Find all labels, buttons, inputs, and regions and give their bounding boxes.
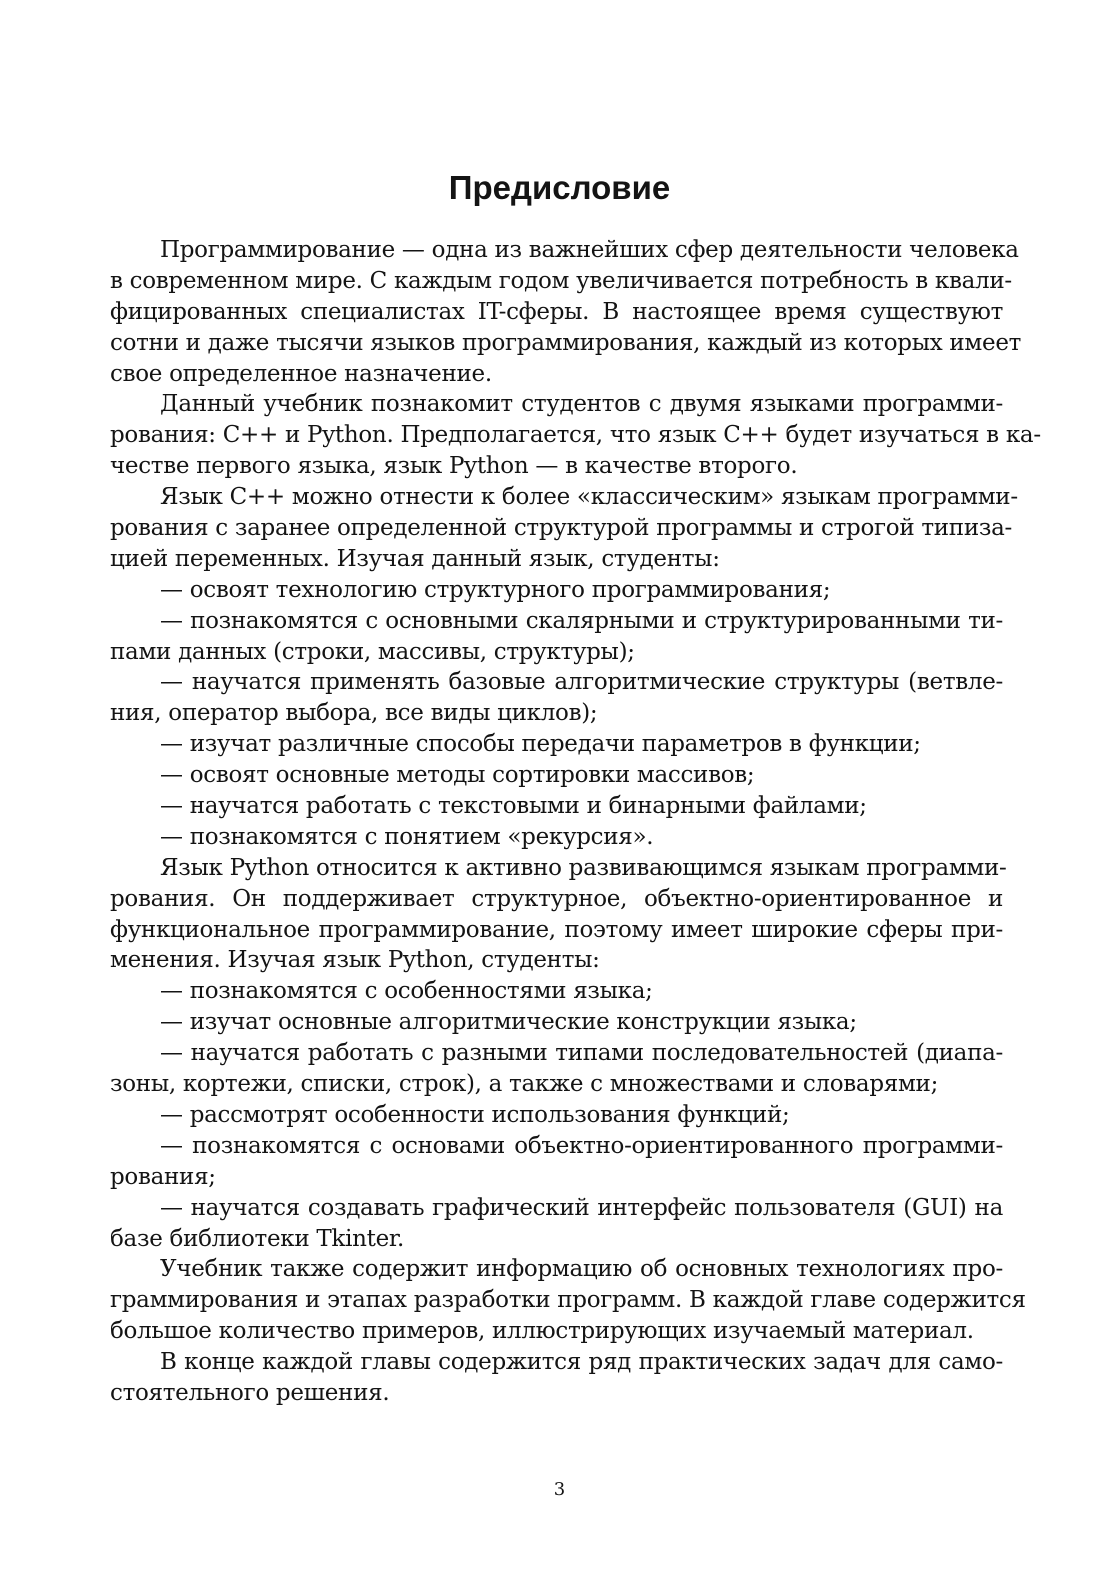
text-line: ния, оператор выбора, все виды циклов); xyxy=(110,700,598,727)
list-item: — познакомятся с понятием «рекурсия». xyxy=(160,823,654,850)
text-line: пами данных (строки, массивы, структуры); xyxy=(110,638,635,665)
text-line: Язык C++ можно отнести к более «классическим» языкам программи- xyxy=(160,484,1018,511)
list-item: — познакомятся с особенностями языка; xyxy=(160,978,653,1005)
text-line: менения. Изучая язык Python, студенты: xyxy=(110,947,600,974)
text-line: сотни и даже тысячи языков программирования, каждый из которых имеет xyxy=(110,329,1022,356)
text-line: базе библиотеки Tkinter. xyxy=(110,1225,405,1252)
text-line: функциональное программирование, поэтому имеет широкие сферы при- xyxy=(110,916,1003,943)
list-item: — изучат основные алгоритмические конструкции языка; xyxy=(160,1009,857,1036)
text-line: Данный учебник познакомит студентов с двумя языками программи- xyxy=(160,391,1003,418)
list-item: — рассмотрят особенности использования функций; xyxy=(160,1101,790,1128)
text-line: зоны, кортежи, списки, строк), а также с множествами и словарями; xyxy=(110,1071,939,1098)
text-line: Язык Python относится к активно развивающимся языкам программи- xyxy=(160,854,1007,881)
list-item: — научатся работать с текстовыми и бинарными файлами; xyxy=(160,793,867,820)
text-line: в современном мире. С каждым годом увеличивается потребность в квали- xyxy=(110,267,1012,294)
text-line: рования с заранее определенной структурой программы и строгой типиза- xyxy=(110,515,1012,542)
text-line: стоятельного решения. xyxy=(110,1379,390,1406)
list-item: — научатся создавать графический интерфейс пользователя (GUI) на xyxy=(160,1194,1003,1221)
preface-text xyxy=(110,235,1041,1409)
page-number: 3 xyxy=(553,1479,566,1500)
list-item: — познакомятся с основами объектно-ориентированного программи- xyxy=(160,1132,1003,1159)
page-title: Предисловие xyxy=(448,169,671,206)
text-line: В конце каждой главы содержится ряд практических задач для само- xyxy=(160,1349,1003,1376)
text-line: цией переменных. Изучая данный язык, студенты: xyxy=(110,545,720,572)
text-line: фицированных специалистах IT-сферы. В настоящее время существуют xyxy=(110,298,1003,325)
text-line: честве первого языка, язык Python — в качестве второго. xyxy=(110,453,798,480)
list-item: — познакомятся с основными скалярными и структурированными ти- xyxy=(160,607,1003,634)
text-line: свое определенное назначение. xyxy=(110,360,492,387)
text-line: граммирования и этапах разработки программ. В каждой главе содержится xyxy=(110,1287,1026,1314)
list-item: — изучат различные способы передачи параметров в функции; xyxy=(160,731,921,758)
list-item: — научатся работать с разными типами последовательностей (диапа- xyxy=(160,1040,1003,1067)
list-item: — научатся применять базовые алгоритмические структуры (ветвле- xyxy=(160,669,1003,696)
text-line: Учебник также содержит информацию об основных технологиях про- xyxy=(160,1256,1003,1283)
text-line: Программирование — одна из важнейших сфер деятельности человека xyxy=(160,237,1019,263)
list-item: — освоят технологию структурного программирования; xyxy=(160,576,831,603)
text-line: рования: C++ и Python. Предполагается, что язык C++ будет изучаться в ка- xyxy=(110,422,1041,449)
text-line: большое количество примеров, иллюстрирующих изучаемый материал. xyxy=(110,1318,974,1345)
text-line: рования; xyxy=(110,1163,216,1190)
text-line: рования. Он поддерживает структурное, объектно-ориентированное и xyxy=(110,885,1003,912)
list-item: — освоят основные методы сортировки массивов; xyxy=(160,762,755,789)
